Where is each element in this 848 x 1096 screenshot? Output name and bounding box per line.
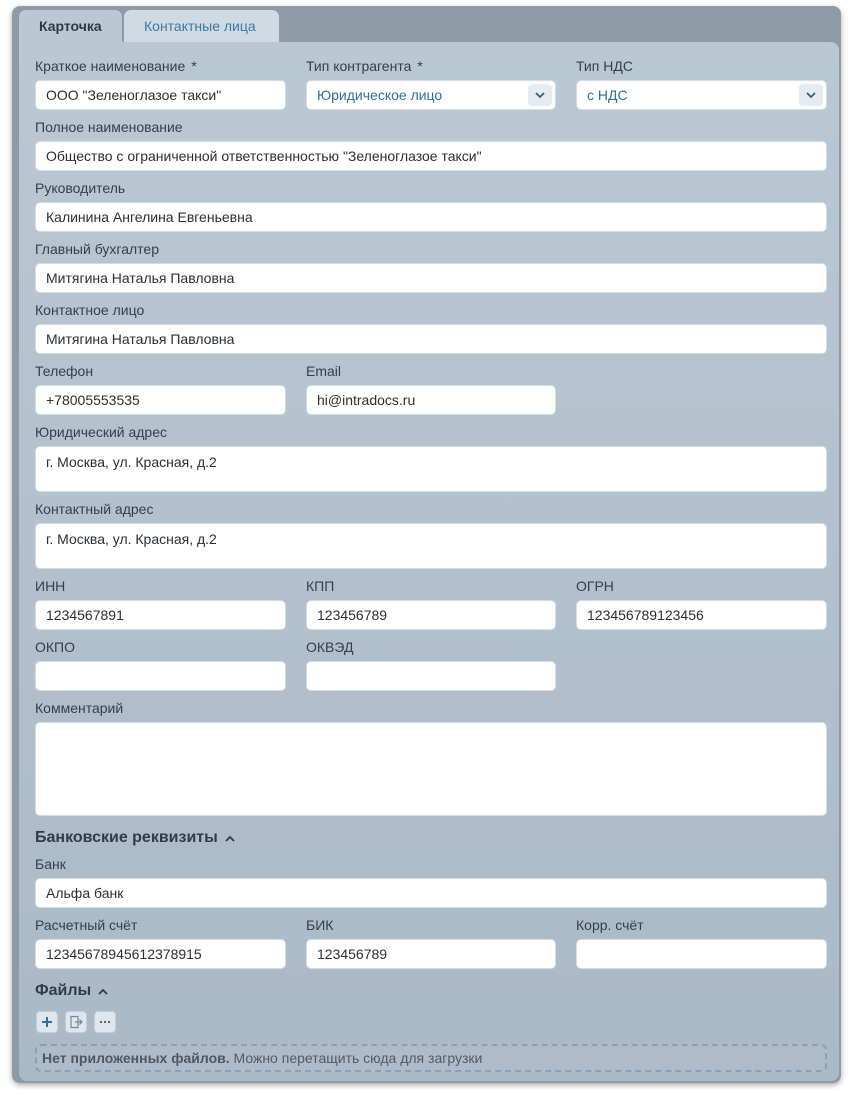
chevron-down-icon[interactable]	[799, 84, 823, 106]
corr-account-label: Корр. счёт	[576, 917, 644, 933]
chevron-up-icon	[97, 987, 109, 997]
contact-person-input[interactable]: Митягина Наталья Павловна	[35, 324, 827, 354]
vat-type-select[interactable]	[576, 80, 827, 110]
full-name-label: Полное наименование	[35, 119, 183, 135]
vat-type-value: с НДС	[587, 87, 628, 103]
file-dropzone[interactable]	[35, 1044, 827, 1072]
corr-account-input[interactable]	[576, 939, 827, 969]
counterparty-type-value: Юридическое лицо	[317, 87, 443, 103]
chevron-down-icon[interactable]	[528, 84, 552, 106]
chevron-up-icon	[224, 834, 236, 844]
more-icon	[99, 1020, 111, 1024]
files-section-toggle[interactable]	[35, 982, 109, 1000]
contact-address-label: Контактный адрес	[35, 501, 154, 517]
short-name-input[interactable]: ООО "Зеленоглазое такси"	[35, 80, 286, 110]
account-input[interactable]: 12345678945612378915	[35, 939, 286, 969]
bank-details-section-toggle[interactable]	[35, 829, 236, 847]
comment-textarea[interactable]	[35, 722, 827, 816]
account-label: Расчетный счёт	[35, 917, 138, 933]
director-input[interactable]: Калинина Ангелина Евгеньевна	[35, 202, 827, 232]
kpp-input[interactable]: 123456789	[306, 600, 556, 630]
bik-label: БИК	[306, 917, 334, 933]
tab-contact-persons[interactable]: Контактные лица	[124, 10, 279, 42]
okved-input[interactable]	[306, 661, 556, 691]
bank-input[interactable]: Альфа банк	[35, 878, 827, 908]
okved-label: ОКВЭД	[306, 639, 354, 655]
files-title: Файлы	[35, 982, 92, 999]
email-input[interactable]: hi@intradocs.ru	[306, 385, 556, 415]
bank-details-title: Банковские реквизиты	[35, 829, 218, 846]
comment-label: Комментарий	[35, 700, 124, 716]
legal-address-textarea[interactable]: г. Москва, ул. Красная, д.2	[35, 446, 827, 492]
legal-address-label: Юридический адрес	[35, 424, 168, 440]
phone-input[interactable]: +78005553535	[35, 385, 286, 415]
email-label: Email	[306, 363, 342, 379]
plus-icon	[41, 1016, 53, 1028]
inn-label: ИНН	[35, 578, 66, 594]
inn-input[interactable]: 1234567891	[35, 600, 286, 630]
counterparty-type-select[interactable]	[306, 80, 556, 110]
contact-address-textarea[interactable]: г. Москва, ул. Красная, д.2	[35, 523, 827, 569]
attach-file-icon	[69, 1015, 83, 1029]
full-name-input[interactable]: Общество с ограниченной ответственностью "Зеленоглазое такси"	[35, 141, 827, 171]
ogrn-input[interactable]: 123456789123456	[576, 600, 827, 630]
bank-label: Банк	[35, 856, 66, 872]
bik-input[interactable]: 123456789	[306, 939, 556, 969]
tab-card[interactable]: Карточка	[19, 10, 122, 42]
okpo-label: ОКПО	[35, 639, 75, 655]
vat-type-label: Тип НДС	[576, 58, 633, 74]
counterparty-type-label: Тип контрагента *	[306, 58, 423, 74]
attach-file-button[interactable]	[65, 1011, 87, 1033]
kpp-label: КПП	[306, 578, 335, 594]
ogrn-label: ОГРН	[576, 578, 614, 594]
contact-person-label: Контактное лицо	[35, 302, 145, 318]
short-name-label: Краткое наименование *	[35, 58, 197, 74]
required-mark: *	[191, 58, 197, 74]
more-actions-button[interactable]	[94, 1011, 116, 1033]
chief-accountant-label: Главный бухгалтер	[35, 241, 159, 257]
okpo-input[interactable]	[35, 661, 286, 691]
drop-hint-text: Можно перетащить сюда для загрузки	[233, 1050, 483, 1066]
phone-label: Телефон	[35, 363, 94, 379]
chief-accountant-input[interactable]: Митягина Наталья Павловна	[35, 263, 827, 293]
director-label: Руководитель	[35, 180, 126, 196]
add-file-button[interactable]	[36, 1011, 58, 1033]
required-mark: *	[417, 58, 423, 74]
no-files-text: Нет приложенных файлов.	[42, 1050, 230, 1066]
